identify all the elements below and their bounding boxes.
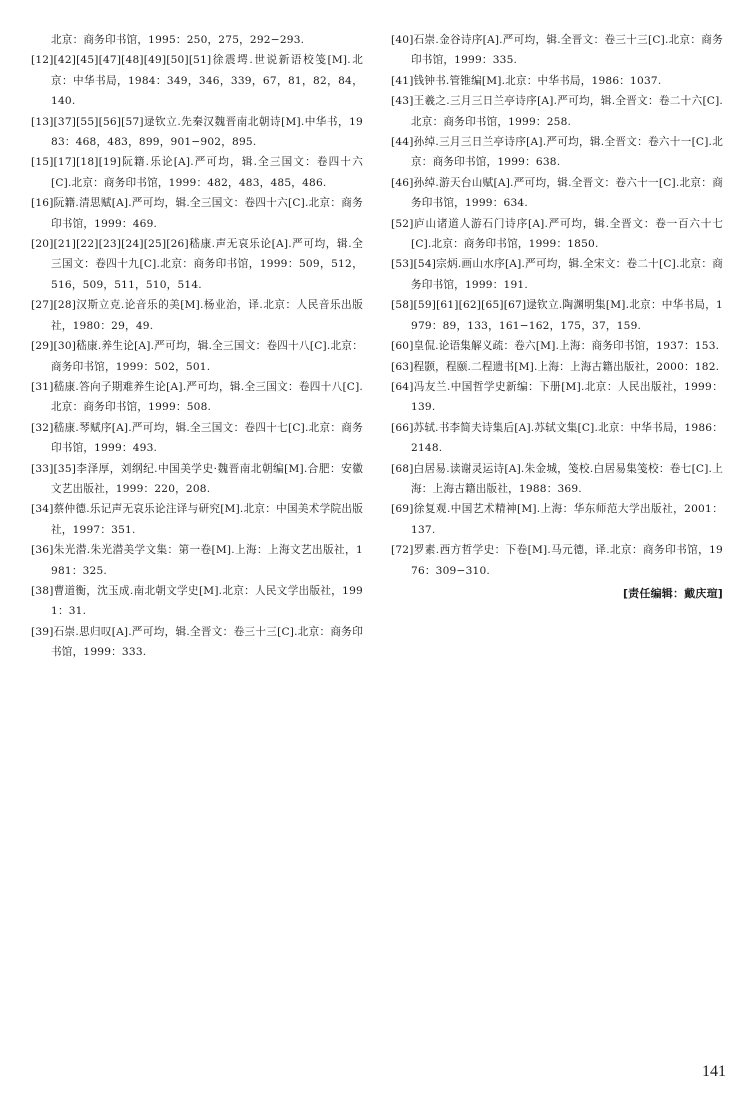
reference-entry: [63]程颢，程颐.二程遗书[M].上海：上海古籍出版社，2000：182. [391,360,720,373]
reference-entry: [31]嵇康.答向子期难养生论[A].严可均，辑.全三国文：卷四十八[C].北京：商务印书馆，1999：508. [31,380,363,414]
reference-entry: [60]皇侃.论语集解义疏：卷六[M].上海：商务印书馆，1937：153. [391,340,720,353]
reference-entry: [72]罗素.西方哲学史：下卷[M].马元德，译.北京：商务印书馆，1976：309−310. [391,544,723,577]
reference-entry: [46]孙绰.游天台山赋[A].严可均，辑.全晋文：卷六十一[C].北京：商务印书馆，1999：634. [391,176,723,210]
reference-entry: [20][21][22][23][24][25][26]嵇康.声无哀乐论[A].严可均，辑.全三国文：卷四十九[C].北京：商务印书馆，1999：509，512，516，509，511，510，514. [31,238,363,291]
reference-entry: [29][30]嵇康.养生论[A].严可均，辑.全三国文：卷四十八[C].北京：商务印书馆，1999：502，501. [31,340,363,373]
references-left-column [31,30,363,663]
reference-entry: [36]朱光潜.朱光潜美学文集：第一卷[M].上海：上海文艺出版社，1981：325. [31,544,363,577]
reference-entry: [33][35]李泽厚，刘纲纪.中国美学史·魏晋南北朝编[M].合肥：安徽文艺出版社，1999：220，208. [31,462,363,495]
reference-entry: [53][54]宗炳.画山水序[A].严可均，辑.全宋文：卷二十[C].北京：商务印书馆，1999：191. [391,258,723,291]
reference-entry: [13][37][55][56][57]逯钦立.先秦汉魏晋南北朝诗[M].中华书，1983：468，483，899，901−902，895. [31,115,363,149]
reference-entry: [27][28]汉斯立克.论音乐的美[M].杨业治，译.北京：人民音乐出版社，1980：29，49. [31,299,363,332]
reference-entry: 北京：商务印书馆，1995：250，275，292−293. [51,34,305,46]
reference-entry: [39]石崇.思归叹[A].严可均，辑.全晋文：卷三十三[C].北京：商务印书馆，1999：333. [31,625,363,659]
reference-entry: [68]白居易.读谢灵运诗[A].朱金城，笺校.白居易集笺校：卷七[C].上海：上海古籍出版社，1988：369. [391,462,723,495]
reference-entry: [15][17][18][19]阮籍.乐论[A].严可均，辑.全三国文：卷四十六[C].北京：商务印书馆，1999：482，483，485，486. [31,156,363,189]
reference-entry: [44]孙绰.三月三日兰亭诗序[A].严可均，辑.全晋文：卷六十一[C].北京：商务印书馆，1999：638. [391,136,723,169]
reference-entry: [58][59][61][62][65][67]逯钦立.陶渊明集[M].北京：中华书局，1979：89，133，161−162，175，37，159. [391,299,723,332]
reference-entry: [16]阮籍.清思赋[A].严可均，辑.全三国文：卷四十六[C].北京：商务印书馆，1999：469. [31,197,363,230]
references-right-column [391,30,723,604]
reference-entry: [12][42][45][47][48][49][50][51]徐震堮.世说新语校笺[M].北京：中华书局，1984：349，346，339，67，81，82，84，140. [31,54,363,108]
reference-entry: [40]石崇.金谷诗序[A].严可均，辑.全晋文：卷三十三[C].北京：商务印书馆，1999：335. [391,34,723,67]
reference-entry: [34]蔡仲德.乐记声无哀乐论注译与研究[M].北京：中国美术学院出版社，1997：351. [31,503,363,536]
reference-entry: [69]徐复观.中国艺术精神[M].上海：华东师范大学出版社，2001：137. [391,503,723,536]
reference-entry: [52]庐山诸道人游石门诗序[A].严可均，辑.全晋文：卷一百六十七[C].北京：商务印书馆，1999：1850. [391,217,723,251]
page-number: 141 [702,1063,726,1080]
responsible-editor-note: [责任编辑：戴庆瑄] [622,586,723,600]
reference-entry: [66]苏轼.书李简夫诗集后[A].苏轼文集[C].北京：中华书局，1986：2148. [391,421,723,455]
reference-entry: [32]嵇康.琴赋序[A].严可均，辑.全三国文：卷四十七[C].北京：商务印书馆，1999：493. [31,421,363,455]
references-right-list [391,30,723,581]
reference-entry: [38]曹道衡，沈玉成.南北朝文学史[M].北京：人民文学出版社，1991：31. [31,584,363,618]
reference-entry: [43]王羲之.三月三日兰亭诗序[A].严可均，辑.全晋文：卷二十六[C].北京：商务印书馆，1999：258. [391,95,723,128]
reference-entry: [41]钱钟书.管锥编[M].北京：中华书局，1986：1037. [391,74,662,87]
reference-entry: [64]冯友兰.中国哲学史新编：下册[M].北京：人民出版社，1999：139. [391,380,723,414]
